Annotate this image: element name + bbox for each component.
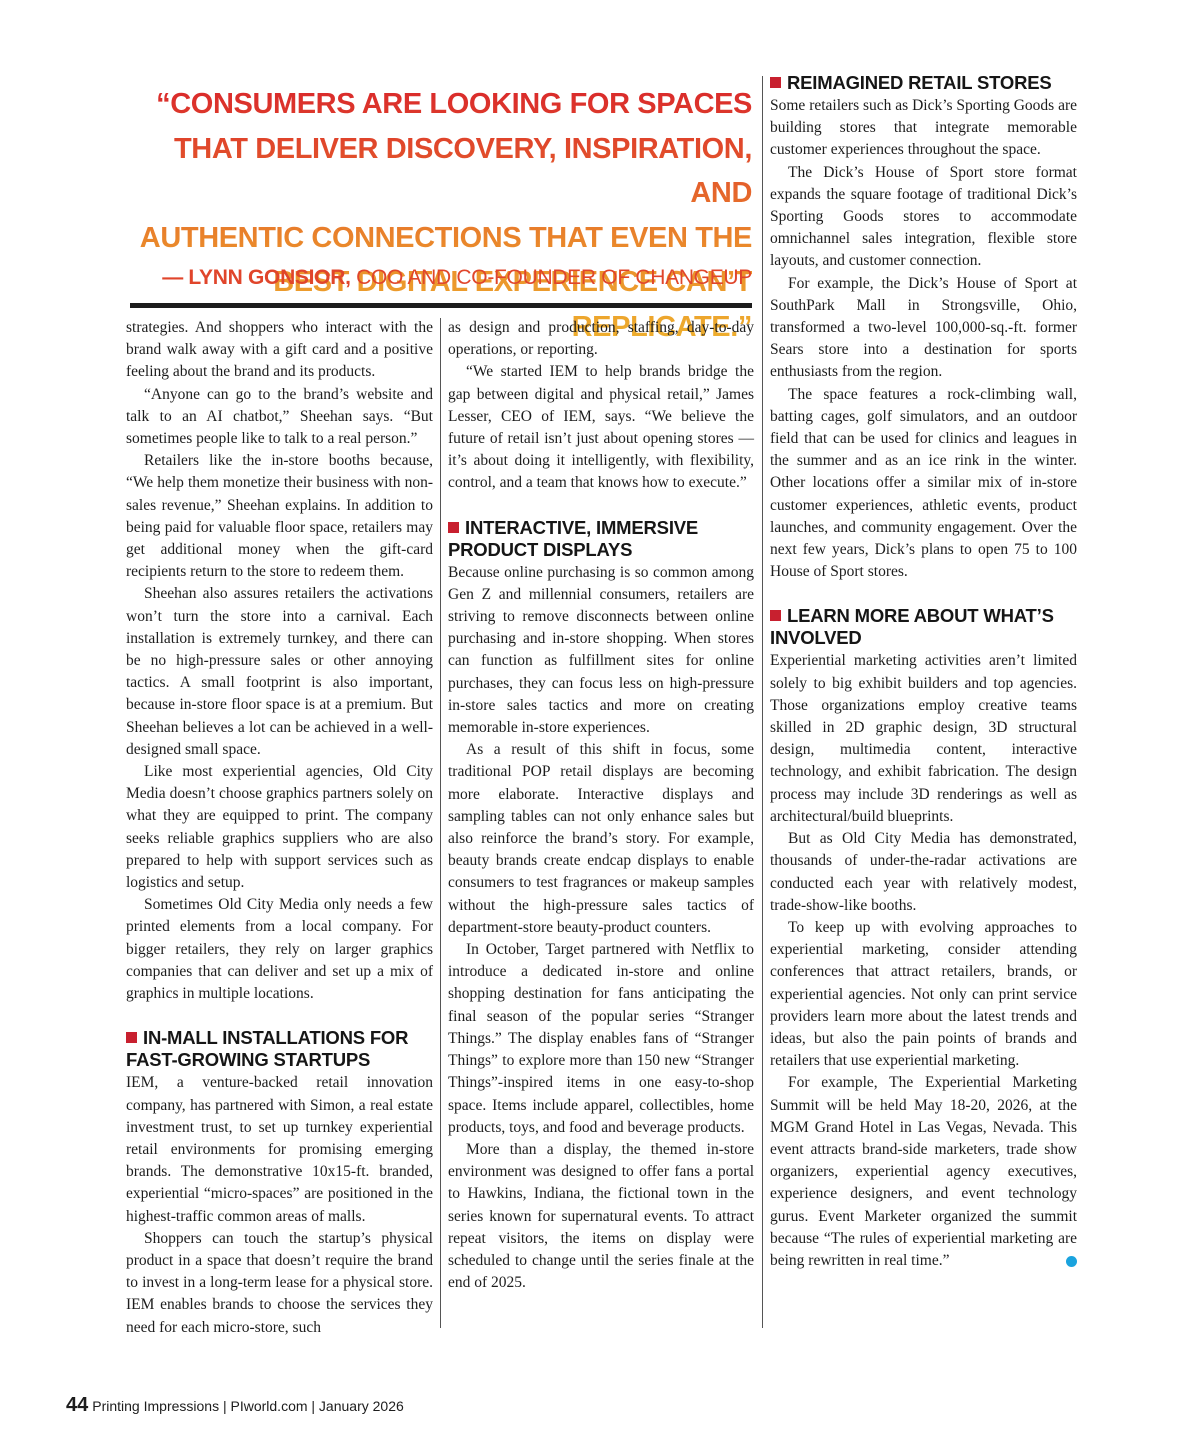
section-heading <box>126 1027 433 1071</box>
paragraph <box>770 1072 1077 1272</box>
heading-square-icon <box>770 77 781 88</box>
paragraph-text: For example, The Experiential Marketing Summit will be held May 18-20, 2026, at the MGM Grand Hotel in Las Vegas, Nevada. This event attracts brand-side marketers, trade show organizers, experiential agency executives, experience designers, and event technology gurus. Event Marketer organized the summit because “The rules of experiential marketing are being rewritten in real time.” <box>770 1074 1077 1269</box>
pull-quote-attribution <box>130 266 752 290</box>
paragraph: To keep up with evolving approaches to experiential marketing, consider attending conferences that attract retailers, brands, or experiential agencies. Not only can print service providers learn more about the latest trends and ideas, but also the pain points of brands and retailers that use experiential marketing. <box>770 918 1077 1070</box>
section-heading-text: LEARN MORE ABOUT WHAT’S INVOLVED <box>770 605 1054 649</box>
paragraph: Shoppers can touch the startup’s physical product in a space that doesn’t require the brand to invest in a long-term lease for a physical store. IEM enables brands to choose the services they need for each micro-store, such <box>126 1229 433 1336</box>
page-footer <box>66 1394 404 1417</box>
section-heading-text: IN-MALL INSTALLATIONS FOR FAST-GROWING STARTUPS <box>126 1027 409 1071</box>
paragraph: IEM, a venture-backed retail innovation company, has partnered with Simon, a real estate investment trust, to set up turnkey experiential retail environments for promising emerging brands. The demonstrative 10x15-ft. branded, experiential “micro-spaces” are positioned in the highest-traffic common areas of malls. <box>126 1074 433 1225</box>
page-number: 44 <box>66 1394 89 1416</box>
pull-quote-line: BEST DIGITAL EXPERIENCE CAN’T REPLICATE.” <box>273 266 752 343</box>
pull-quote-line: “CONSUMERS ARE LOOKING FOR SPACES <box>156 88 752 120</box>
article-column-3 <box>770 72 1077 1272</box>
heading-square-icon <box>770 610 781 621</box>
paragraph: The Dick’s House of Sport store format expands the square footage of traditional Dick’s Sporting Goods stores to accommodate omnichannel sales integration, flexible store layouts, and customer connection. <box>770 163 1077 270</box>
paragraph: For example, the Dick’s House of Sport at SouthPark Mall in Strongsville, Ohio, transformed a two-level 100,000-sq.-ft. former Sears store into a destination for sports enthusiasts from the region. <box>770 274 1077 381</box>
pull-quote-line: THAT DELIVER DISCOVERY, INSPIRATION, AND <box>173 132 752 209</box>
paragraph: As a result of this shift in focus, some traditional POP retail displays are becoming more elaborate. Interactive displays and sampling tables can not only enhance sales but also reinforce the brand’s story. For example, beauty brands create endcap displays to enable consumers to test fragrances or makeup samples without the high-pressure sales tactics of department-store beauty-product counters. <box>448 741 754 936</box>
paragraph: “We started IEM to help brands bridge the gap between digital and physical retail,” James Lesser, CEO of IEM, says. “We believe the future of retail isn’t just about opening stores — it’s about doing it intelligently, with flexibility, control, and a team that knows how to execute.” <box>448 363 754 492</box>
attribution-title: COO AND CO-FOUNDER OF CHANGEUP <box>350 266 752 289</box>
footer-publication: Printing Impressions | PIworld.com | January 2026 <box>92 1398 404 1414</box>
section-heading-text: INTERACTIVE, IMMERSIVE PRODUCT DISPLAYS <box>448 516 699 560</box>
section-heading <box>770 72 1077 94</box>
paragraph: as design and production, staffing, day-to-day operations, or reporting. <box>448 319 754 359</box>
article-column-2 <box>448 317 754 1294</box>
heading-square-icon <box>126 1032 137 1043</box>
end-mark-icon <box>1066 1256 1077 1267</box>
paragraph: Like most experiential agencies, Old City Media doesn’t choose graphics partners solely on what they are equipped to print. The company seeks reliable graphics suppliers who are also prepared to help with support services such as logistics and setup. <box>126 763 433 892</box>
paragraph: More than a display, the themed in-store environment was designed to offer fans a portal to Hawkins, Indiana, the fictional town in the series known for supernatural events. To attract repeat visitors, the items on display were scheduled to change until the series finale at the end of 2025. <box>448 1140 754 1292</box>
paragraph: Retailers like the in-store booths because, “We help them monetize their business with non-sales revenue,” Sheehan explains. In addition to being paid for valuable floor space, retailers may get additional money when the gift-card recipients return to the store to redeem them. <box>126 452 433 581</box>
section-heading <box>448 517 754 561</box>
paragraph: Experiential marketing activities aren’t limited solely to big exhibit builders and top agencies. Those organizations employ creative teams skilled in 2D graphic design, 3D structural design, multimedia content, interactive technology, and exhibit fabrication. The design process may include 3D renderings as well as architectural/build blueprints. <box>770 652 1077 825</box>
paragraph: Because online purchasing is so common among Gen Z and millennial consumers, retailers are striving to remove disconnects between online purchasing and in-store shopping. When stores can function as fulfillment sites for online purchases, they can focus less on high-pressure in-store sales tactics and more on creating memorable in-store experiences. <box>448 563 754 737</box>
paragraph: But as Old City Media has demonstrated, thousands of under-the-radar activations are conducted each year with relatively modest, trade-show-like booths. <box>770 830 1077 914</box>
pull-quote-line: AUTHENTIC CONNECTIONS THAT EVEN THE <box>139 221 752 254</box>
paragraph: Some retailers such as Dick’s Sporting Goods are building stores that integrate memorable customer experiences throughout the space. <box>770 97 1077 159</box>
paragraph: The space features a rock-climbing wall, batting cages, golf simulators, and an outdoor field that can be used for clinics and leagues in the summer and as an ice rink in the winter. Other locations offer a similar mix of in-store customer experiences, athletic events, product launches, and community engagement. Over the next few years, Dick’s plans to open 75 to 100 House of Sport stores. <box>770 385 1077 581</box>
paragraph: strategies. And shoppers who interact with the brand walk away with a gift card and a positive feeling about the brand and its products. <box>126 319 433 381</box>
pull-quote <box>130 82 752 349</box>
paragraph: In October, Target partnered with Netflix to introduce a dedicated in-store and online shopping destination for fans anticipating the final season of the popular series “Stranger Things.” The display enables fans of “Stranger Things” to explore more than 150 new “Stranger Things”-inspired items in one easy-to-shop space. Items include apparel, collectibles, home products, toys, and food and beverage products. <box>448 941 754 1136</box>
section-heading <box>770 605 1077 649</box>
column-divider <box>440 318 441 1328</box>
section-heading-text: REIMAGINED RETAIL STORES <box>787 72 1052 93</box>
heading-square-icon <box>448 522 459 533</box>
article-column-1 <box>126 317 433 1339</box>
column-divider <box>762 76 763 1328</box>
paragraph: “Anyone can go to the brand’s website and talk to an AI chatbot,” Sheehan says. “But sometimes people like to talk to a real person.” <box>126 385 433 448</box>
pull-quote-divider <box>130 303 752 308</box>
paragraph: Sheehan also assures retailers the activations won’t turn the store into a carnival. Each installation is extremely turnkey, and there can be no high-pressure sales or other annoying tactics. A small footprint is also important, because in-store floor space is at a premium. But Sheehan believes a lot can be achieved in a well-designed small space. <box>126 585 433 758</box>
attribution-name: — LYNN GONSIOR, <box>162 266 351 289</box>
paragraph: Sometimes Old City Media only needs a few printed elements from a local company. For bigger retailers, they rely on larger graphics companies that can deliver and set up a mix of graphics in multiple locations. <box>126 896 433 1003</box>
